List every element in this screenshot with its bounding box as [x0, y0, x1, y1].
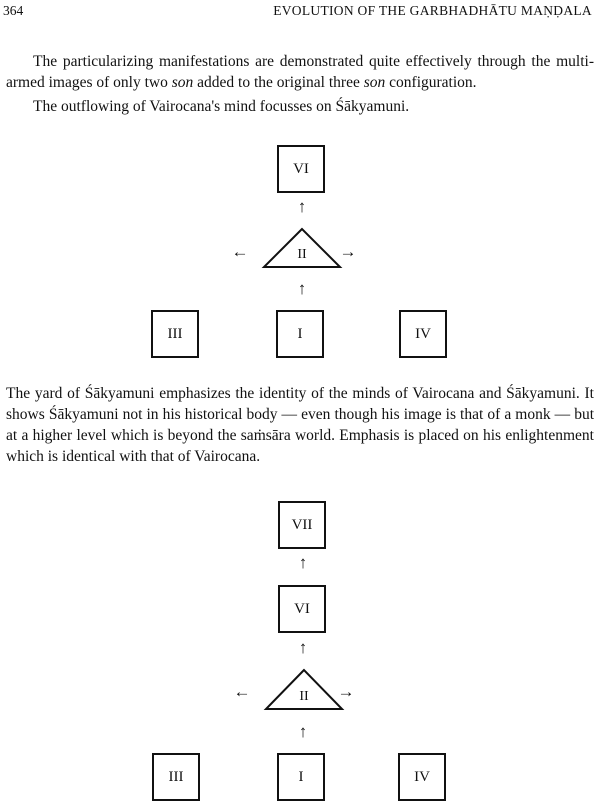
arrow-up-icon: ↑ — [298, 722, 308, 741]
paragraph-outflowing: The outflowing of Vairocana's mind focusses on Śākyamuni. — [33, 98, 410, 115]
arrow-up-icon: ↑ — [297, 279, 307, 298]
box-iv: IV — [399, 310, 447, 358]
arrow-up-icon: ↑ — [297, 197, 307, 216]
box-vi: VI — [278, 585, 326, 633]
box-i: I — [277, 753, 325, 801]
arrow-right-icon: → — [339, 242, 357, 261]
diagram-sakyamuni-yard — [0, 497, 600, 806]
triangle-label-ii: II — [299, 689, 309, 704]
box-iii: III — [152, 753, 200, 801]
arrow-right-icon: → — [337, 682, 355, 701]
page-header — [3, 3, 592, 21]
paragraph-particularizing — [6, 51, 594, 93]
arrow-up-icon: ↑ — [298, 638, 308, 657]
box-vi: VI — [277, 145, 325, 193]
running-title: EVOLUTION OF THE GARBHADHĀTU MAṆḌALA — [273, 3, 592, 18]
arrow-up-icon: ↑ — [298, 553, 308, 572]
paragraph-text: configuration. — [385, 74, 477, 91]
box-iii: III — [151, 310, 199, 358]
paragraph-text: added to the original three — [193, 74, 364, 91]
page-number: 364 — [3, 3, 24, 18]
term-son: son — [171, 74, 194, 91]
paragraph-yard-of-sakyamuni: The yard of Śākyamuni emphasizes the identity of the minds of Vairocana and Śākyamuni. It shows Śākyamuni not in his historical body — even though his image is that of a monk — but at a higher level which is beyond the saṁsāra world. Emphasis is placed on his enlightenment which is identical with that of Vairocana. — [6, 385, 594, 465]
diagram-vairocana-mind — [0, 138, 600, 363]
arrow-left-icon: ← — [231, 242, 249, 261]
term-son: son — [363, 74, 386, 91]
box-vii: VII — [278, 501, 326, 549]
box-iv: IV — [398, 753, 446, 801]
paragraph-text: The particularizing manifestations are demonstrated quite effectively through the multi-armed images of only two — [6, 53, 594, 91]
triangle-label-ii: II — [297, 247, 307, 262]
arrow-left-icon: ← — [233, 682, 251, 701]
box-i: I — [276, 310, 324, 358]
